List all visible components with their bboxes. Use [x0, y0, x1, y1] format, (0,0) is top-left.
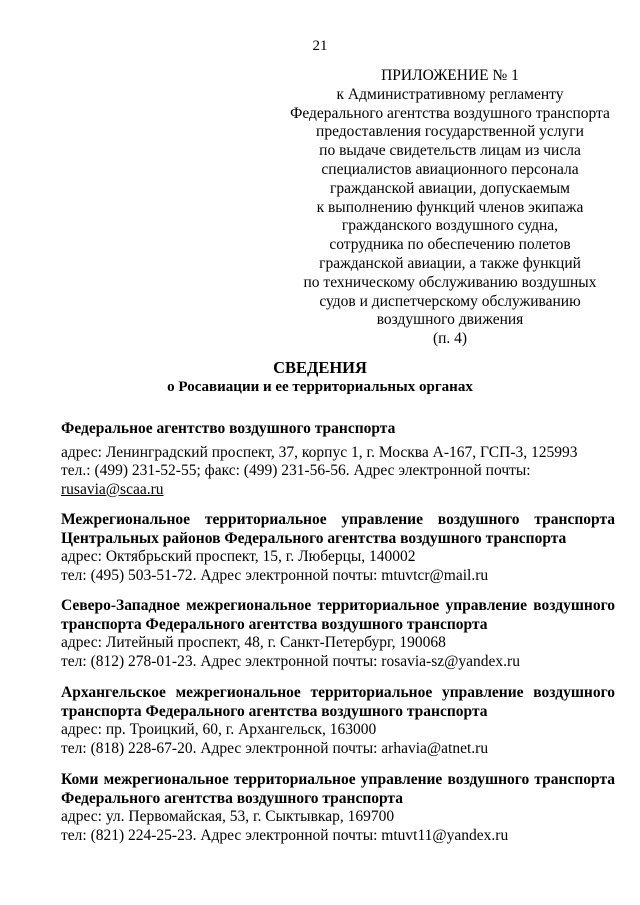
- title-main: СВЕДЕНИЯ: [273, 358, 367, 377]
- agency-entry: [61, 684, 615, 758]
- agency-entry: [61, 597, 615, 671]
- appendix-line: по выдаче свидетельств лицам из числа: [319, 142, 581, 160]
- appendix-line: гражданской авиации, допускаемым: [330, 179, 570, 197]
- appendix-line: гражданской авиации, а также функций: [319, 254, 581, 272]
- entry-address: адрес: Октябрьский проспект, 15, г. Люберцы, 140002: [61, 548, 416, 566]
- title-subtitle: о Росавиации и ее территориальных органах: [167, 379, 473, 395]
- entry-phone: тел: (818) 228-67-20. Адрес электронной почты: arhavia@atnet.ru: [61, 739, 489, 757]
- appendix-line: ПРИЛОЖЕНИЕ № 1: [381, 67, 519, 84]
- appendix-line: Федерального агентства воздушного транспорта: [290, 104, 610, 122]
- entry-heading: транспорта Федерального агентства воздушного транспорта: [61, 615, 488, 633]
- appendix-line: к Административному регламенту: [336, 85, 564, 103]
- appendix-line: специалистов авиационного персонала: [321, 160, 579, 178]
- entry-heading: Северо-Западное межрегиональное территориальное управление воздушного: [61, 597, 615, 614]
- appendix-line: сотрудника по обеспечению полетов: [329, 236, 571, 254]
- agency-entry: [61, 771, 615, 845]
- appendix-header: [275, 67, 625, 349]
- entry-address: адрес: пр. Троицкий, 60, г. Архангельск, 163000: [61, 721, 377, 739]
- entry-address: адрес: Литейный проспект, 48, г. Санкт-Петербург, 190068: [61, 634, 446, 652]
- entry-phone: тел: (821) 224-25-23. Адрес электронной почты: mtuvt11@yandex.ru: [61, 826, 509, 844]
- agency-entry: [61, 420, 615, 499]
- entry-heading: Архангельское межрегиональное территориальное управление воздушного: [61, 684, 615, 701]
- page-number: 21: [312, 38, 328, 54]
- appendix-line: (п. 4): [432, 330, 468, 348]
- appendix-line: судов и диспетчерскому обслуживанию: [319, 292, 581, 310]
- appendix-line: по техническому обслуживанию воздушных: [303, 273, 597, 291]
- entry-phone: тел: (812) 278-01-23. Адрес электронной почты: rosavia-sz@yandex.ru: [61, 652, 520, 670]
- appendix-line: воздушного движения: [376, 311, 524, 329]
- entry-heading: Коми межрегиональное территориальное управление воздушного транспорта: [61, 771, 615, 788]
- entry-address: адрес: ул. Первомайская, 53, г. Сыктывкар, 169700: [61, 808, 395, 826]
- entry-address: адрес: Ленинградский проспект, 37, корпус 1, г. Москва А-167, ГСП-3, 125993: [61, 443, 578, 461]
- entry-phone: тел.: (499) 231-52-55; факс: (499) 231-56-56. Адрес электронной почты:: [61, 462, 531, 480]
- appendix-line: к выполнению функций членов экипажа: [316, 198, 584, 216]
- entry-heading: Межрегиональное территориальное управление воздушного транспорта: [61, 511, 615, 528]
- document-title: [0, 358, 640, 397]
- entry-heading: Федеральное агентство воздушного транспорта: [61, 420, 396, 437]
- appendix-line: предоставления государственной услуги: [316, 123, 584, 141]
- entry-heading: Федерального агентства воздушного транспорта: [61, 789, 403, 807]
- entry-email-link[interactable]: rusavia@scaa.ru: [61, 480, 164, 498]
- entry-heading: Центральных районов Федерального агентства воздушного транспорта: [61, 529, 567, 547]
- appendix-line: гражданского воздушного судна,: [341, 217, 559, 235]
- entry-phone: тел: (495) 503-51-72. Адрес электронной почты: mtuvtcr@mail.ru: [61, 566, 489, 584]
- agency-entry: [61, 511, 615, 585]
- entry-heading: транспорта Федерального агентства воздушного транспорта: [61, 702, 488, 720]
